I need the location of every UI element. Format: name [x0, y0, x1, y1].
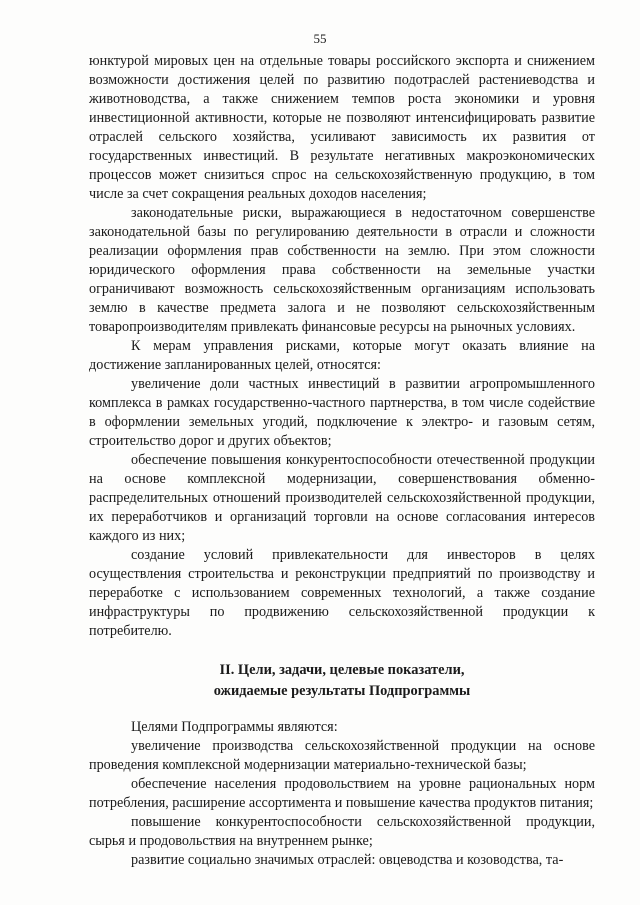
section-heading-line-2: ожидаемые результаты Подпрограммы — [213, 683, 471, 699]
risks-section — [89, 52, 595, 641]
document-body — [89, 52, 595, 870]
paragraph-goal-production-increase: увеличение производства сельскохозяйственной продукции на основе проведения комплексной модернизации материально-технической базы; — [89, 738, 595, 773]
section-heading — [89, 660, 595, 702]
paragraph-measure-private-investment: увеличение доли частных инвестиций в развитии агропромышленного комплекса в рамках государственно-частного партнерства, в том числе содействие в оформлении земельных угодий, подключение к электро- и газовым сетям, строительство дорог и других объектов; — [89, 376, 595, 449]
paragraph-legislative-risks: законодательные риски, выражающиеся в недостаточном совершенстве законодательной базы по регулированию деятельности в отрасли и сложности реализации оформления прав собственности на землю. При этом сложности юридического оформления права собственности на земельные участки ограничивают возможность сельскохозяйственным организациям использовать землю в качестве предмета залога и не позволяют сельскохозяйственным товаропроизводителям привлекать финансовые ресурсы на рыночных условиях. — [89, 205, 595, 335]
paragraph-measure-investor-conditions: создание условий привлекательности для инвесторов в целях осуществления строительства и реконструкции предприятий по производству и переработке с использованием современных технологий, а также создание инфраструктуры по продвижению сельскохозяйственной продукции к потребителю. — [89, 547, 595, 639]
goals-section — [89, 718, 595, 870]
paragraph-risk-measures-intro: К мерам управления рисками, которые могут оказать влияние на достижение запланированных целей, относятся: — [89, 338, 595, 373]
paragraph-continuation: юнктурой мировых цен на отдельные товары российского экспорта и снижением возможности достижения целей по развитию подотраслей растениеводства и животноводства, а также снижением темпов роста экономики и уровня инвестиционной активности, которые не позволяют интенсифицировать развитие отраслей сельского хозяйства, усиливают зависимость их развития от государственных инвестиций. В результате негативных макроэкономических процессов может снизиться спрос на сельскохозяйственную продукцию, в том числе за счет сокращения реальных доходов населения; — [89, 53, 595, 202]
page-number: 55 — [313, 31, 327, 46]
paragraph-measure-competitiveness: обеспечение повышения конкурентоспособности отечественной продукции на основе комплексной модернизации, совершенствования обменно-распределительных отношений производителей сельскохозяйственной продукции, их переработчиков и организаций торговли на основе согласования интересов каждого из них; — [89, 452, 595, 544]
section-heading-line-1: II. Цели, задачи, целевые показатели, — [219, 662, 465, 678]
paragraph-goal-food-supply: обеспечение населения продовольствием на уровне рациональных норм потребления, расширение ассортимента и повышение качества продуктов питания; — [89, 776, 595, 811]
paragraph-goals-intro: Целями Подпрограммы являются: — [131, 719, 338, 735]
paragraph-goal-social-sectors: развитие социально значимых отраслей: овцеводства и козоводства, та- — [131, 852, 564, 868]
paragraph-goal-competitiveness: повышение конкурентоспособности сельскохозяйственной продукции, сырья и продовольствия на внутреннем рынке; — [89, 814, 595, 849]
